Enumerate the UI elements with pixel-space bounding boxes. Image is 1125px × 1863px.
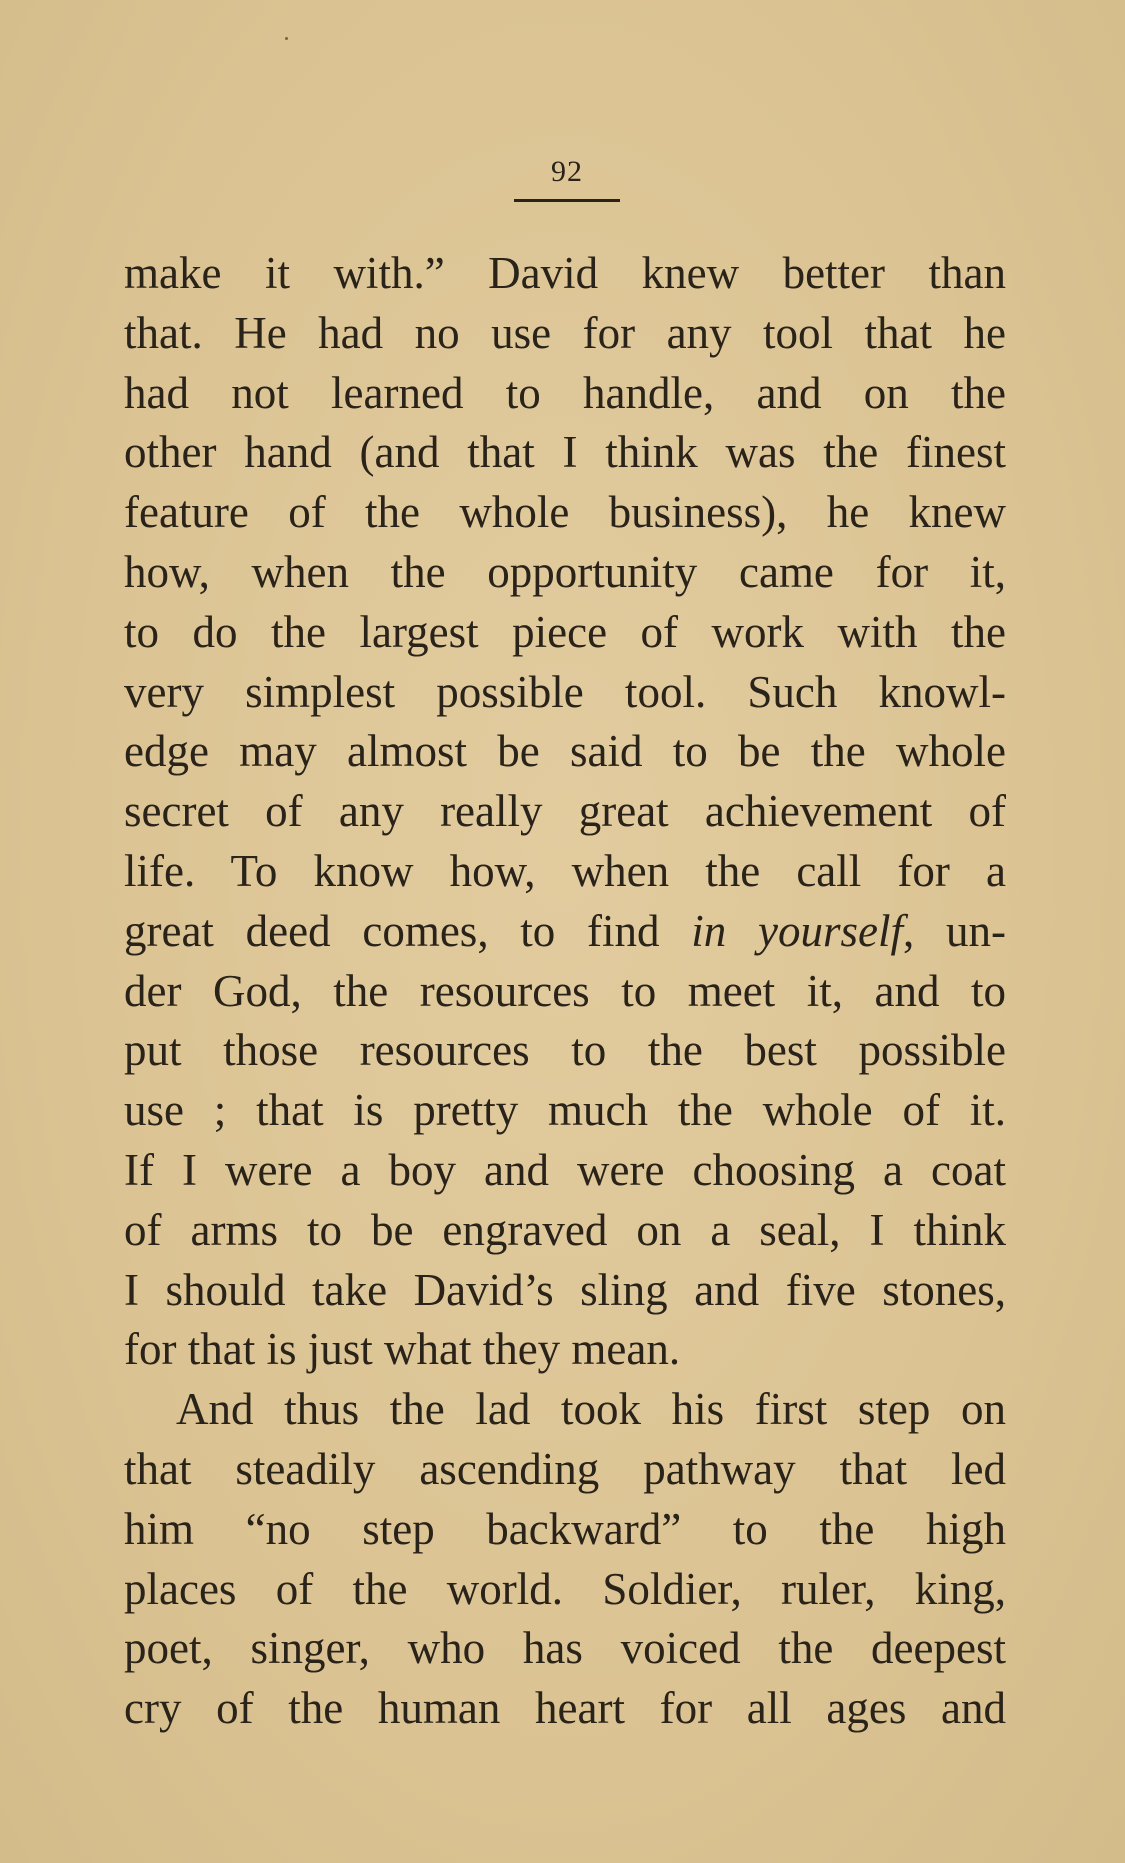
- text-line: feature of the whole business), he knew: [124, 487, 1006, 538]
- text-line: life. To know how, when the call for a: [124, 845, 1006, 896]
- text-line: him “no step backward” to the high: [124, 1503, 1006, 1554]
- text-line: poet, singer, who has voiced the deepest: [124, 1623, 1006, 1674]
- paragraph-first-line: And thus the lad took his first step on: [176, 1384, 1006, 1435]
- text-line: secret of any really great achievement of: [124, 786, 1006, 837]
- page-number-rule: [514, 199, 620, 202]
- text-line: to do the largest piece of work with the: [124, 606, 1006, 657]
- text-line: had not learned to handle, and on the: [124, 367, 1006, 418]
- text-line: cry of the human heart for all ages and: [124, 1683, 1006, 1734]
- text-line: If I were a boy and were choosing a coat: [124, 1144, 1006, 1195]
- text-line: places of the world. Soldier, ruler, king,: [124, 1563, 1006, 1614]
- text-line-italic-phrase: [124, 902, 1006, 962]
- body-text: [124, 244, 1006, 1739]
- text-line: edge may almost be said to be the whole: [124, 726, 1006, 777]
- text-line: that. He had no use for any tool that he: [124, 307, 1006, 358]
- text-line: other hand (and that I think was the finest: [124, 427, 1006, 478]
- text-fragment: , un-: [903, 905, 1006, 956]
- text-fragment: great deed comes, to find: [124, 905, 692, 956]
- text-line: how, when the opportunity came for it,: [124, 546, 1006, 597]
- text-line: put those resources to the best possible: [124, 1025, 1006, 1076]
- text-line: der God, the resources to meet it, and to: [124, 965, 1006, 1016]
- text-line: use ; that is pretty much the whole of it.: [124, 1085, 1006, 1136]
- paragraph-last-line: for that is just what they mean.: [124, 1324, 681, 1375]
- text-line: that steadily ascending pathway that led: [124, 1443, 1006, 1494]
- text-line: of arms to be engraved on a seal, I think: [124, 1204, 1006, 1255]
- text-line: make it with.” David knew better than: [124, 248, 1006, 298]
- text-line: very simplest possible tool. Such knowl-: [124, 666, 1006, 717]
- italic-phrase: in yourself: [691, 905, 903, 956]
- text-line: I should take David’s sling and five stones,: [124, 1264, 1006, 1315]
- ink-speck: [285, 37, 288, 40]
- page-number: 92: [551, 155, 583, 188]
